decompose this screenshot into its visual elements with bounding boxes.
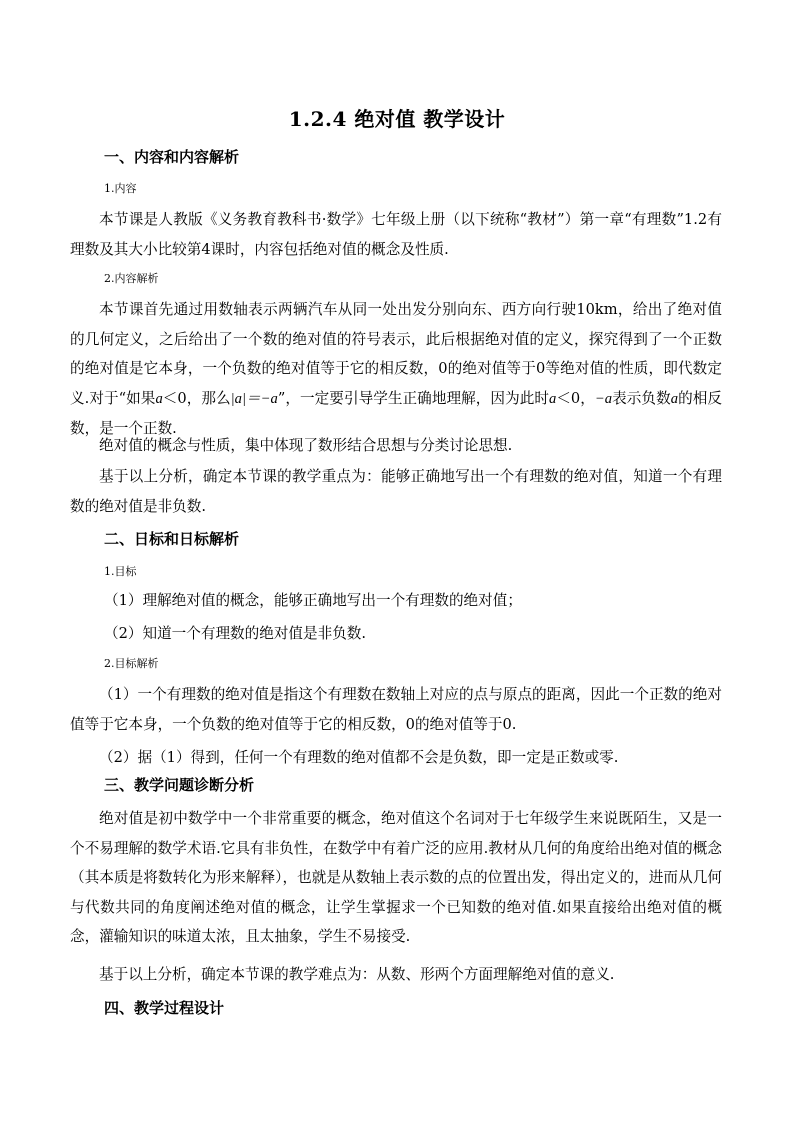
paragraph-goal-analysis-1: （1）一个有理数的绝对值是指这个有理数在数轴上对应的点与原点的距离，因此一个正数的绝对值等于它本身，一个负数的绝对值等于它的相反数，0的绝对值等于0. [70, 686, 722, 733]
paragraph-goal-analysis-2: （2）据（1）得到，任何一个有理数的绝对值都不会是负数，即一定是正数或零. [99, 749, 619, 766]
paragraph-diagnosis: 绝对值是初中数学中一个非常重要的概念，绝对值这个名词对于七年级学生来说既陌生，又是一个不易理解的数学术语.它具有非负性，在数学中有着广泛的应用.教材从几何的角度给出绝对值的概念（其本质是将数转化为形来解释），也就是从数轴上表示数的点的位置出发，得出定义的，进而从几何与代数共同的角度阐述绝对值的概念，让学生掌握求一个已知数的绝对值.如果直接给出绝对值的概念，灌输知识的味道太浓，且太抽象，学生不易接受. [70, 810, 722, 945]
math-var-a: a [155, 390, 163, 407]
analysis-text-d: ＜0， [556, 389, 595, 407]
paragraph-content-analysis [70, 295, 722, 444]
analysis-text-e: 表示负数 [612, 389, 671, 407]
paragraph-difficulty: 基于以上分析，确定本节课的教学难点为：从数、形两个方面理解绝对值的意义. [99, 966, 615, 983]
document-title: 1.2.4 绝对值 教学设计 [288, 107, 506, 131]
analysis-text-a: 本节课首先通过用数轴表示两辆汽车从同一处出发分别向东、西方向行驶10km，给出了绝对值的几何定义，之后给出了一个数的绝对值的符号表示，此后根据绝对值的定义，探究得到了一个正数的绝对值是它本身，一个负数的绝对值等于它的相反数，0的绝对值等于0等绝对值的性质，即代数定义.对于“如果 [70, 301, 722, 407]
section-heading-diagnosis: 三、教学问题诊断分析 [104, 776, 255, 794]
paragraph-thinking: 绝对值的概念与性质，集中体现了数形结合思想与分类讨论思想. [99, 437, 513, 454]
section-heading-content: 一、内容和内容解析 [104, 148, 240, 166]
analysis-text-c: ”，一定要引导学生正确地理解，因为此时 [277, 389, 550, 407]
subheading-content: 1.内容 [104, 182, 137, 195]
subheading-goals: 1.目标 [104, 565, 137, 578]
math-neg-a: −a [594, 390, 613, 407]
section-heading-goals: 二、日标和日标解析 [104, 530, 240, 548]
subheading-content-analysis: 2.内容解析 [104, 272, 159, 285]
analysis-text-f: 的相反数，是一个正数. [70, 389, 722, 437]
section-heading-process: 四、教学过程设计 [104, 999, 225, 1017]
paragraph-key-point: 基于以上分析，确定本节课的教学重点为：能够正确地写出一个有理数的绝对值，知道一个有理数的绝对值是非负数. [70, 468, 722, 515]
goal-item-2: （2）知道一个有理数的绝对值是非负数. [104, 625, 367, 642]
goal-item-1: （1）理解绝对值的概念，能够正确地写出一个有理数的绝对值； [104, 592, 522, 609]
subheading-goal-analysis: 2.目标解析 [104, 657, 159, 670]
math-var-a-2: a [549, 390, 557, 407]
math-abs-expression: |a|＝−a [230, 390, 278, 407]
paragraph-content: 本节课是人教版《义务教育教科书·数学》七年级上册（以下统称“教材”）第一章“有理数”1.2有理数及其大小比较第4课时，内容包括绝对值的概念及性质. [70, 211, 722, 258]
analysis-text-b: ＜0，那么 [162, 389, 231, 407]
math-var-a-3: a [670, 390, 679, 407]
